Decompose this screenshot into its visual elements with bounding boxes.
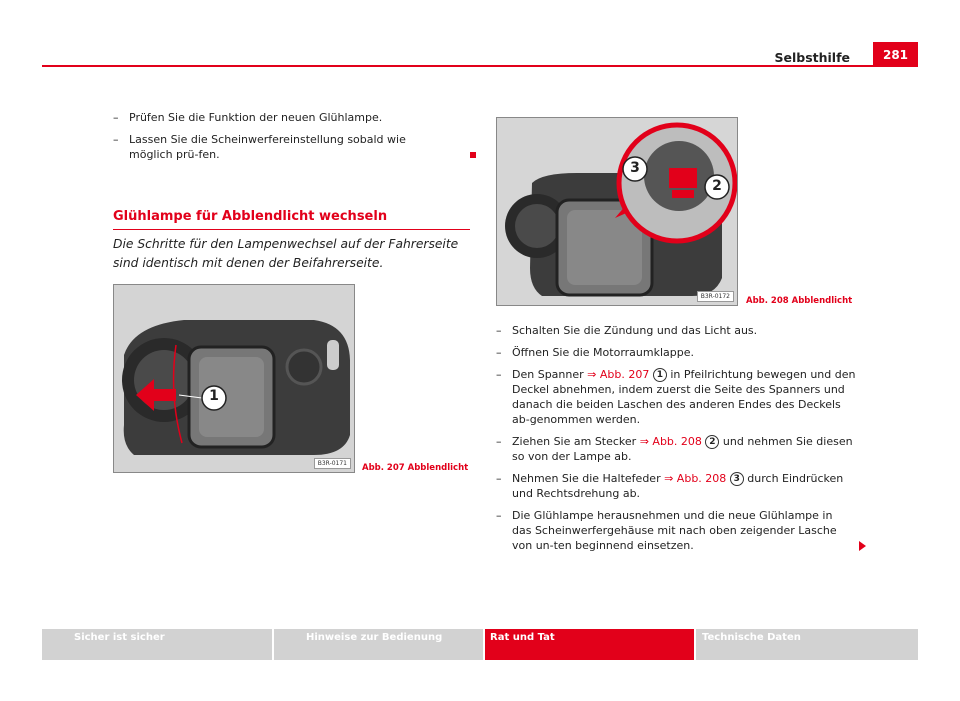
figure-link[interactable]: ⇒ Abb. 208 — [664, 472, 727, 485]
intro-text: Die Schritte für den Lampenwechsel auf der Fahrerseite sind identisch mit denen der Beifahrerseite. — [113, 237, 459, 270]
figure-208 — [496, 117, 738, 306]
right-bullets — [496, 323, 858, 560]
list-item: – Öffnen Sie die Motorraumklappe. — [496, 346, 694, 359]
page-number: 281 — [873, 42, 918, 67]
headlight-rear-illustration — [114, 285, 354, 472]
footer-tab-bedienung[interactable]: Hinweise zur Bedienung — [274, 629, 483, 660]
callout-badge: 3 — [730, 472, 744, 486]
footer-tab-sicher[interactable]: Sicher ist sicher — [42, 629, 272, 660]
footer-tab-rat-und-tat[interactable]: Rat und Tat — [485, 629, 694, 660]
footer-tab-technische-daten[interactable]: Technische Daten — [696, 629, 918, 660]
left-bullets — [113, 110, 470, 169]
end-marker — [470, 152, 476, 158]
continue-arrow-icon — [859, 541, 866, 551]
figure-208-caption: Abb. 208 Abblendlicht — [746, 296, 853, 306]
figure-link[interactable]: ⇒ Abb. 207 — [587, 368, 650, 381]
list-item: – Nehmen Sie die Haltefeder ⇒ Abb. 208 3 durch Eindrücken und Rechtsdrehung ab. — [496, 472, 844, 500]
list-item: – Prüfen Sie die Funktion der neuen Glühlampe. — [113, 111, 383, 124]
figure-207 — [113, 284, 355, 473]
figure-207-caption: Abb. 207 Abblendlicht — [362, 463, 469, 473]
list-item: – Die Glühlampe herausnehmen und die neue Glühlampe in das Scheinwerfergehäuse mit nach oben zeigender Lasche von un-ten beginnend einsetzen. — [496, 508, 858, 553]
list-item: – Ziehen Sie am Stecker ⇒ Abb. 208 2 und nehmen Sie diesen so von der Lampe ab. — [496, 435, 853, 463]
callout-badge: 1 — [653, 368, 667, 382]
figure-code: B3R-0172 — [697, 291, 734, 302]
figure-code: B3R-0171 — [314, 458, 351, 469]
header-rule — [42, 65, 918, 67]
callout-1: 1 — [209, 388, 219, 404]
callout-2: 2 — [712, 178, 722, 194]
callout-3: 3 — [630, 160, 640, 176]
list-item: – Schalten Sie die Zündung und das Licht aus. — [496, 324, 758, 337]
section-heading: Glühlampe für Abblendlicht wechseln — [113, 209, 470, 230]
list-item: – Den Spanner ⇒ Abb. 207 1 in Pfeilrichtung bewegen und den Deckel abnehmen, indem zuerst die Seite des Spanners und danach die beiden Laschen des anderen Endes des Deckels ab-genommen werden. — [496, 368, 856, 426]
list-item: – Lassen Sie die Scheinwerfereinstellung sobald wie möglich prü-fen. — [113, 132, 470, 162]
figure-link[interactable]: ⇒ Abb. 208 — [639, 435, 702, 448]
callout-badge: 2 — [705, 435, 719, 449]
headlight-connector-illustration — [497, 118, 737, 305]
section-title: Selbsthilfe — [774, 50, 850, 65]
